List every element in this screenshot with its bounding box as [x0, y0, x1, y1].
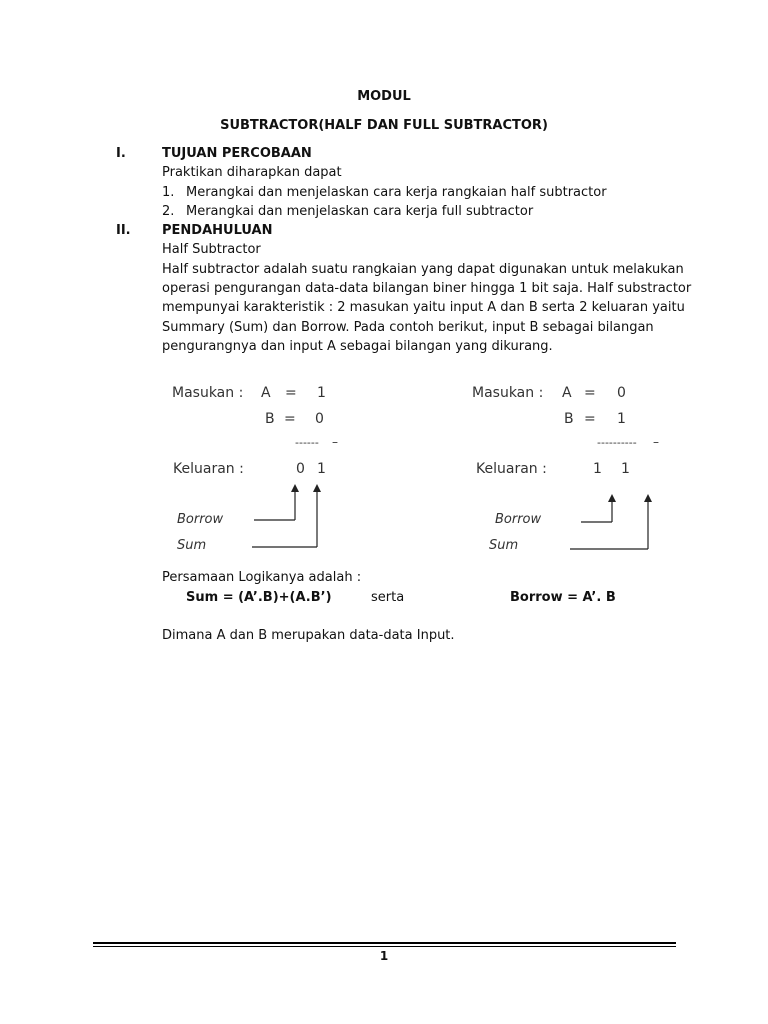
section-2-number: II. [116, 223, 131, 238]
document-header: MODUL [357, 89, 411, 104]
serta-word: serta [371, 590, 405, 605]
equals-sign: = [584, 385, 596, 401]
output-sum-digit: 1 [317, 461, 326, 477]
equals-sign: = [584, 411, 596, 427]
list-item: Merangkai dan menjelaskan cara kerja full subtractor [186, 204, 534, 219]
arrow-head-icon [608, 494, 616, 502]
paragraph-line: pengurangnya dan input A sebagai bilangan yang dikurang. [162, 339, 553, 354]
sum-label: Sum [177, 538, 207, 553]
output-sum-digit: 1 [621, 461, 630, 477]
b-value: 0 [315, 411, 324, 427]
sum-equation: Sum = (A’.B)+(A.B’) [186, 590, 332, 605]
section-1-intro: Praktikan diharapkan dapat [162, 165, 342, 180]
equals-sign: = [285, 385, 297, 401]
keluaran-label: Keluaran : [173, 461, 244, 477]
list-item-number: 1. [162, 185, 175, 200]
a-label: A [261, 385, 271, 401]
b-value: 1 [617, 411, 626, 427]
list-item: Merangkai dan menjelaskan cara kerja rangkaian half subtractor [186, 185, 607, 200]
closing-sentence: Dimana A dan B merupakan data-data Input. [162, 628, 455, 643]
logic-intro: Persamaan Logikanya adalah : [162, 570, 362, 585]
dash-separator: ---------- [597, 436, 637, 449]
list-item-number: 2. [162, 204, 175, 219]
footer-rule-thick [93, 942, 676, 944]
masukan-label: Masukan : [172, 385, 244, 401]
minus-sign: – [332, 435, 338, 449]
borrow-equation: Borrow = A’. B [510, 590, 616, 605]
masukan-label: Masukan : [472, 385, 544, 401]
a-value: 1 [317, 385, 326, 401]
a-label: A [562, 385, 572, 401]
section-2-subheading: Half Subtractor [162, 242, 261, 257]
section-1-heading: TUJUAN PERCOBAAN [162, 146, 312, 161]
paragraph-line: Half subtractor adalah suatu rangkaian yang dapat digunakan untuk melakukan [162, 262, 684, 277]
section-1-number: I. [116, 146, 126, 161]
paragraph-line: mempunyai karakteristik : 2 masukan yaitu input A dan B serta 2 keluaran yaitu [162, 300, 685, 315]
sum-label: Sum [489, 538, 519, 553]
keluaran-label: Keluaran : [476, 461, 547, 477]
borrow-label: Borrow [495, 512, 542, 527]
output-borrow-digit: 1 [593, 461, 602, 477]
minus-sign: – [653, 435, 659, 449]
paragraph-line: Summary (Sum) dan Borrow. Pada contoh berikut, input B sebagai bilangan [162, 320, 654, 335]
b-label: B [265, 411, 275, 427]
arrow-head-icon [644, 494, 652, 502]
section-2-heading: PENDAHULUAN [162, 223, 273, 238]
a-value: 0 [617, 385, 626, 401]
borrow-label: Borrow [177, 512, 224, 527]
document-title: SUBTRACTOR(HALF DAN FULL SUBTRACTOR) [220, 118, 548, 133]
footer-rule-thin [93, 946, 676, 947]
page-number: 1 [379, 949, 389, 963]
equals-sign: = [284, 411, 296, 427]
output-borrow-digit: 0 [296, 461, 305, 477]
dash-separator: ------ [295, 436, 319, 449]
b-label: B [564, 411, 574, 427]
paragraph-line: operasi pengurangan data-data bilangan biner hingga 1 bit saja. Half substractor [162, 281, 692, 296]
